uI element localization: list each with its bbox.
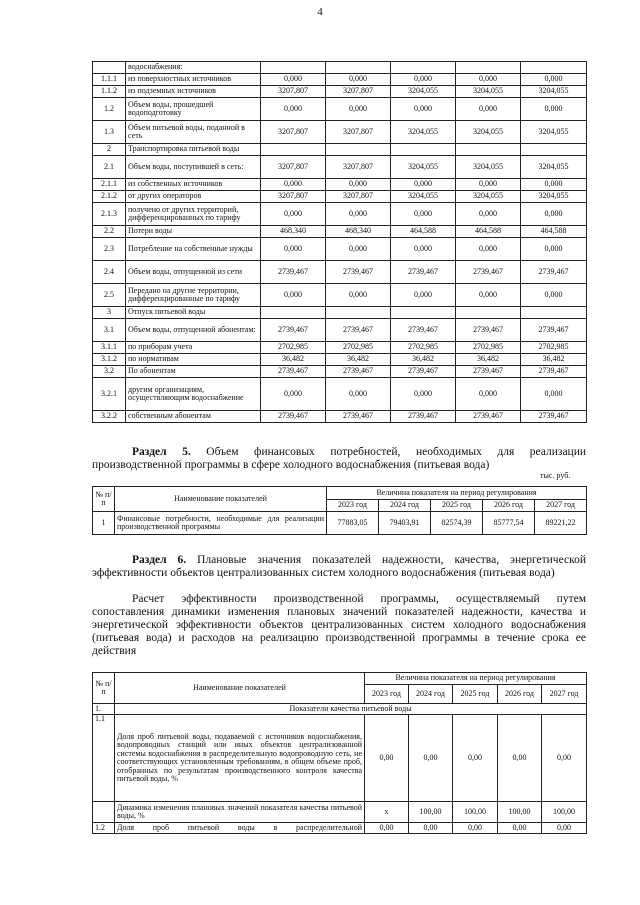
row-num: 2.1.2 (93, 191, 126, 203)
table-row (93, 226, 587, 238)
row-name: собственным абонентам (126, 411, 261, 423)
quality-indicators-table (92, 672, 587, 834)
table-row (93, 62, 587, 74)
value-cell: 0,00 (365, 715, 409, 802)
row-name: другим организациям, осуществляющим водоснабжение (126, 378, 261, 411)
header-num: № п/п (93, 673, 115, 704)
row-name: водоснабжения: (126, 62, 261, 74)
value-cell: 0,00 (453, 823, 498, 834)
value-cell: 0,00 (409, 715, 453, 802)
value-cell: 468,340 (261, 226, 326, 238)
value-cell: 3204,055 (521, 156, 587, 179)
value-cell: 468,340 (326, 226, 391, 238)
year-cell: 2025 год (453, 685, 498, 704)
value-cell: 0,000 (261, 284, 326, 307)
value-cell: 85777,54 (483, 512, 535, 535)
value-cell: 79403,91 (379, 512, 431, 535)
row-num: 2.5 (93, 284, 126, 307)
value-cell: 3207,807 (261, 121, 326, 144)
value-cell: 100,00 (409, 802, 453, 823)
year-cell: 2023 год (327, 499, 379, 512)
value-cell: 100,00 (498, 802, 542, 823)
value-cell: 3204,055 (391, 121, 456, 144)
header-name: Наименование показателей (115, 673, 365, 704)
value-cell (521, 144, 587, 156)
value-cell: 0,000 (261, 74, 326, 86)
value-cell: х (365, 802, 409, 823)
year-cell: 2027 год (542, 685, 587, 704)
group-num: 1. (93, 704, 115, 715)
value-cell: 0,000 (391, 74, 456, 86)
value-cell (456, 307, 521, 319)
table-row (93, 191, 587, 203)
value-cell (326, 62, 391, 74)
row-name: Динамика изменения плановых значений показателя качества питьевой воды, % (115, 802, 365, 823)
value-cell: 2739,467 (521, 411, 587, 423)
value-cell: 36,482 (326, 354, 391, 366)
year-cell: 2027 год (535, 499, 587, 512)
row-num: 3.2 (93, 366, 126, 378)
value-cell: 2702,985 (456, 342, 521, 354)
value-cell: 0,000 (456, 378, 521, 411)
value-cell: 2739,467 (326, 366, 391, 378)
value-cell: 3204,055 (456, 121, 521, 144)
value-cell: 0,000 (456, 179, 521, 191)
value-cell: 2702,985 (521, 342, 587, 354)
row-num: 3 (93, 307, 126, 319)
value-cell: 2739,467 (326, 411, 391, 423)
table-row (93, 342, 587, 354)
value-cell: 3204,055 (521, 191, 587, 203)
value-cell: 3207,807 (261, 156, 326, 179)
value-cell: 464,588 (521, 226, 587, 238)
table-row (93, 98, 587, 121)
row-num: 1.1 (93, 715, 115, 802)
value-cell: 2739,467 (261, 411, 326, 423)
row-num: 2.1.1 (93, 179, 126, 191)
group-title: Показатели качества питьевой воды (115, 704, 587, 715)
value-cell: 3207,807 (326, 156, 391, 179)
value-cell: 0,000 (326, 284, 391, 307)
value-cell: 2739,467 (456, 366, 521, 378)
table-row (93, 121, 587, 144)
value-cell: 0,000 (456, 203, 521, 226)
value-cell: 2739,467 (456, 261, 521, 284)
row-name: Объем воды, поступившей в сеть: (126, 156, 261, 179)
section6-heading (92, 554, 586, 580)
row-num: 1.1.1 (93, 74, 126, 86)
header-name: Наименование показателей (115, 487, 327, 512)
header-period: Величина показателя на период регулирования (327, 487, 587, 500)
value-cell: 0,000 (456, 98, 521, 121)
value-cell: 3207,807 (326, 191, 391, 203)
value-cell: 36,482 (456, 354, 521, 366)
value-cell: 2739,467 (391, 411, 456, 423)
row-name: Потери воды (126, 226, 261, 238)
section5-label: Раздел 5. (132, 446, 191, 458)
section6-title: Плановые значения показателей надежности, качества, энергетической эффективности объектов централизованных систем холодного водоснабжения (питьевая вода) (92, 554, 586, 579)
value-cell: 2702,985 (326, 342, 391, 354)
value-cell: 2739,467 (521, 319, 587, 342)
value-cell: 2739,467 (261, 319, 326, 342)
value-cell: 36,482 (391, 354, 456, 366)
units-label: тыс. руб. (540, 471, 571, 480)
value-cell: 0,000 (521, 74, 587, 86)
row-num: 3.1 (93, 319, 126, 342)
value-cell: 0,000 (521, 203, 587, 226)
row-num: 1.2 (93, 98, 126, 121)
table-row (93, 156, 587, 179)
value-cell: 89221,22 (535, 512, 587, 535)
value-cell: 2739,467 (521, 261, 587, 284)
row-name: Объем воды, отпущенной абонентам: (126, 319, 261, 342)
value-cell (521, 307, 587, 319)
row-num: 2.1.3 (93, 203, 126, 226)
value-cell: 0,00 (498, 823, 542, 834)
row-num: 3.2.1 (93, 378, 126, 411)
value-cell: 100,00 (542, 802, 587, 823)
value-cell: 36,482 (261, 354, 326, 366)
year-cell: 2023 год (365, 685, 409, 704)
row-name: Потребление на собственные нужды (126, 238, 261, 261)
value-cell: 0,000 (261, 179, 326, 191)
row-name: из поверхностных источников (126, 74, 261, 86)
value-cell: 3207,807 (326, 86, 391, 98)
value-cell: 0,000 (261, 203, 326, 226)
table-row (93, 366, 587, 378)
section6-paragraph: Расчет эффективности производственной программы, осуществляемый путем сопоставления динамики изменения плановых значений показателей надежности, качества и энергетической эффективности объектов централизованных систем холодного водоснабжения (питьевая вода) и расходов на реализацию производственной программы в течение срока ее действия (92, 593, 586, 657)
value-cell: 0,000 (521, 238, 587, 261)
year-cell: 2026 год (498, 685, 542, 704)
value-cell: 0,000 (326, 203, 391, 226)
value-cell (521, 62, 587, 74)
page-number: 4 (317, 6, 323, 18)
row-num: 3.1.1 (93, 342, 126, 354)
value-cell: 0,000 (521, 284, 587, 307)
row-name: Транспортировка питьевой воды (126, 144, 261, 156)
year-cell: 2026 год (483, 499, 535, 512)
row-num: 1 (93, 512, 115, 535)
value-cell: 0,000 (521, 378, 587, 411)
header-period: Величина показателя на период регулирования (365, 673, 587, 685)
value-cell: 0,000 (326, 98, 391, 121)
row-name: из собственных источников (126, 179, 261, 191)
row-num: 1.2 (93, 823, 115, 834)
value-cell: 0,000 (261, 378, 326, 411)
value-cell: 0,000 (391, 98, 456, 121)
row-name: по приборам учета (126, 342, 261, 354)
table-row (93, 179, 587, 191)
value-cell: 100,00 (453, 802, 498, 823)
value-cell: 2739,467 (456, 411, 521, 423)
value-cell: 3204,055 (391, 86, 456, 98)
value-cell: 3204,055 (521, 86, 587, 98)
table-row (93, 203, 587, 226)
value-cell: 0,00 (453, 715, 498, 802)
water-balance-table (92, 61, 587, 423)
table-row (93, 307, 587, 319)
value-cell: 0,000 (391, 203, 456, 226)
value-cell: 0,000 (456, 238, 521, 261)
value-cell: 0,000 (261, 98, 326, 121)
value-cell: 3204,055 (391, 191, 456, 203)
value-cell: 0,000 (391, 179, 456, 191)
row-num: 2.4 (93, 261, 126, 284)
table-row (93, 378, 587, 411)
value-cell: 0,000 (326, 378, 391, 411)
table-row (93, 284, 587, 307)
table-row (93, 261, 587, 284)
value-cell (261, 144, 326, 156)
value-cell: 2739,467 (326, 261, 391, 284)
row-num: 2.2 (93, 226, 126, 238)
value-cell: 2739,467 (326, 319, 391, 342)
year-cell: 2025 год (431, 499, 483, 512)
value-cell: 3204,055 (391, 156, 456, 179)
value-cell: 2702,985 (391, 342, 456, 354)
value-cell: 2739,467 (391, 366, 456, 378)
row-num: 1.1.2 (93, 86, 126, 98)
row-name: по нормативам (126, 354, 261, 366)
value-cell: 0,000 (391, 378, 456, 411)
table-row (93, 411, 587, 423)
value-cell: 77883,05 (327, 512, 379, 535)
section6-label: Раздел 6. (132, 554, 187, 566)
value-cell: 0,000 (456, 284, 521, 307)
value-cell: 3207,807 (326, 121, 391, 144)
value-cell: 0,00 (498, 715, 542, 802)
row-name: получено от других территорий, дифференцированных по тарифу (126, 203, 261, 226)
value-cell: 0,00 (542, 823, 587, 834)
section5-heading (92, 446, 586, 472)
row-num: 2.1 (93, 156, 126, 179)
table-row (93, 74, 587, 86)
value-cell: 3207,807 (261, 191, 326, 203)
row-name: Доля проб питьевой воды в распределительной (115, 823, 365, 834)
table-row (93, 319, 587, 342)
row-name: Доля проб питьевой воды, подаваемой с источников водоснабжения, водопроводных станций или иных объектов централизованной системы водоснабжения в распределительную водопроводную сеть, не соответствующих установленным требованиям, в общем объеме проб, отобранных по результатам производственного контроля качества питьевой воды, % (115, 715, 365, 802)
value-cell: 0,000 (326, 179, 391, 191)
row-name: По абонентам (126, 366, 261, 378)
value-cell: 0,00 (365, 823, 409, 834)
value-cell: 0,000 (391, 284, 456, 307)
row-num: 2 (93, 144, 126, 156)
value-cell: 2739,467 (391, 261, 456, 284)
value-cell: 0,000 (391, 238, 456, 261)
row-name: Отпуск питьевой воды (126, 307, 261, 319)
row-name: Передано на другие территории, дифференцированные по тарифу (126, 284, 261, 307)
value-cell: 82574,39 (431, 512, 483, 535)
value-cell: 0,000 (326, 238, 391, 261)
value-cell: 2739,467 (456, 319, 521, 342)
row-name: Объем воды, отпущенной из сети (126, 261, 261, 284)
value-cell: 0,000 (261, 238, 326, 261)
table-row (93, 144, 587, 156)
row-num (93, 802, 115, 823)
row-num: 2.3 (93, 238, 126, 261)
table-row (93, 86, 587, 98)
row-name: из подземных источников (126, 86, 261, 98)
financial-needs-table (92, 486, 587, 535)
value-cell (261, 62, 326, 74)
row-num: 3.1.2 (93, 354, 126, 366)
value-cell: 464,588 (456, 226, 521, 238)
row-name: от других операторов (126, 191, 261, 203)
value-cell: 464,588 (391, 226, 456, 238)
value-cell: 0,000 (326, 74, 391, 86)
row-name: Объем питьевой воды, поданной в сеть (126, 121, 261, 144)
value-cell (391, 62, 456, 74)
value-cell: 0,00 (542, 715, 587, 802)
value-cell: 3204,055 (456, 156, 521, 179)
row-name: Объем воды, прошедшей водоподготовку (126, 98, 261, 121)
value-cell: 3204,055 (456, 86, 521, 98)
value-cell: 3207,807 (261, 86, 326, 98)
value-cell: 2739,467 (261, 261, 326, 284)
value-cell: 36,482 (521, 354, 587, 366)
year-cell: 2024 год (409, 685, 453, 704)
row-name: Финансовые потребности, необходимые для реализации производственной программы (115, 512, 327, 535)
value-cell: 2739,467 (521, 366, 587, 378)
value-cell: 2739,467 (261, 366, 326, 378)
value-cell (326, 144, 391, 156)
table-row (93, 238, 587, 261)
value-cell: 2739,467 (391, 319, 456, 342)
value-cell (391, 307, 456, 319)
value-cell: 3204,055 (456, 191, 521, 203)
value-cell (456, 62, 521, 74)
value-cell (391, 144, 456, 156)
value-cell: 3204,055 (521, 121, 587, 144)
value-cell (456, 144, 521, 156)
section5-title: Объем финансовых потребностей, необходимых для реализации производственной программы в сфере холодного водоснабжения (питьевая вода) (92, 446, 587, 471)
header-num: № п/п (93, 487, 115, 512)
row-num (93, 62, 126, 74)
row-num: 1.3 (93, 121, 126, 144)
table-row (93, 354, 587, 366)
year-cell: 2024 год (379, 499, 431, 512)
value-cell: 0,00 (409, 823, 453, 834)
value-cell (326, 307, 391, 319)
value-cell: 2702,985 (261, 342, 326, 354)
value-cell: 0,000 (456, 74, 521, 86)
value-cell: 0,000 (521, 98, 587, 121)
value-cell: 0,000 (521, 179, 587, 191)
value-cell (261, 307, 326, 319)
row-num: 3.2.2 (93, 411, 126, 423)
